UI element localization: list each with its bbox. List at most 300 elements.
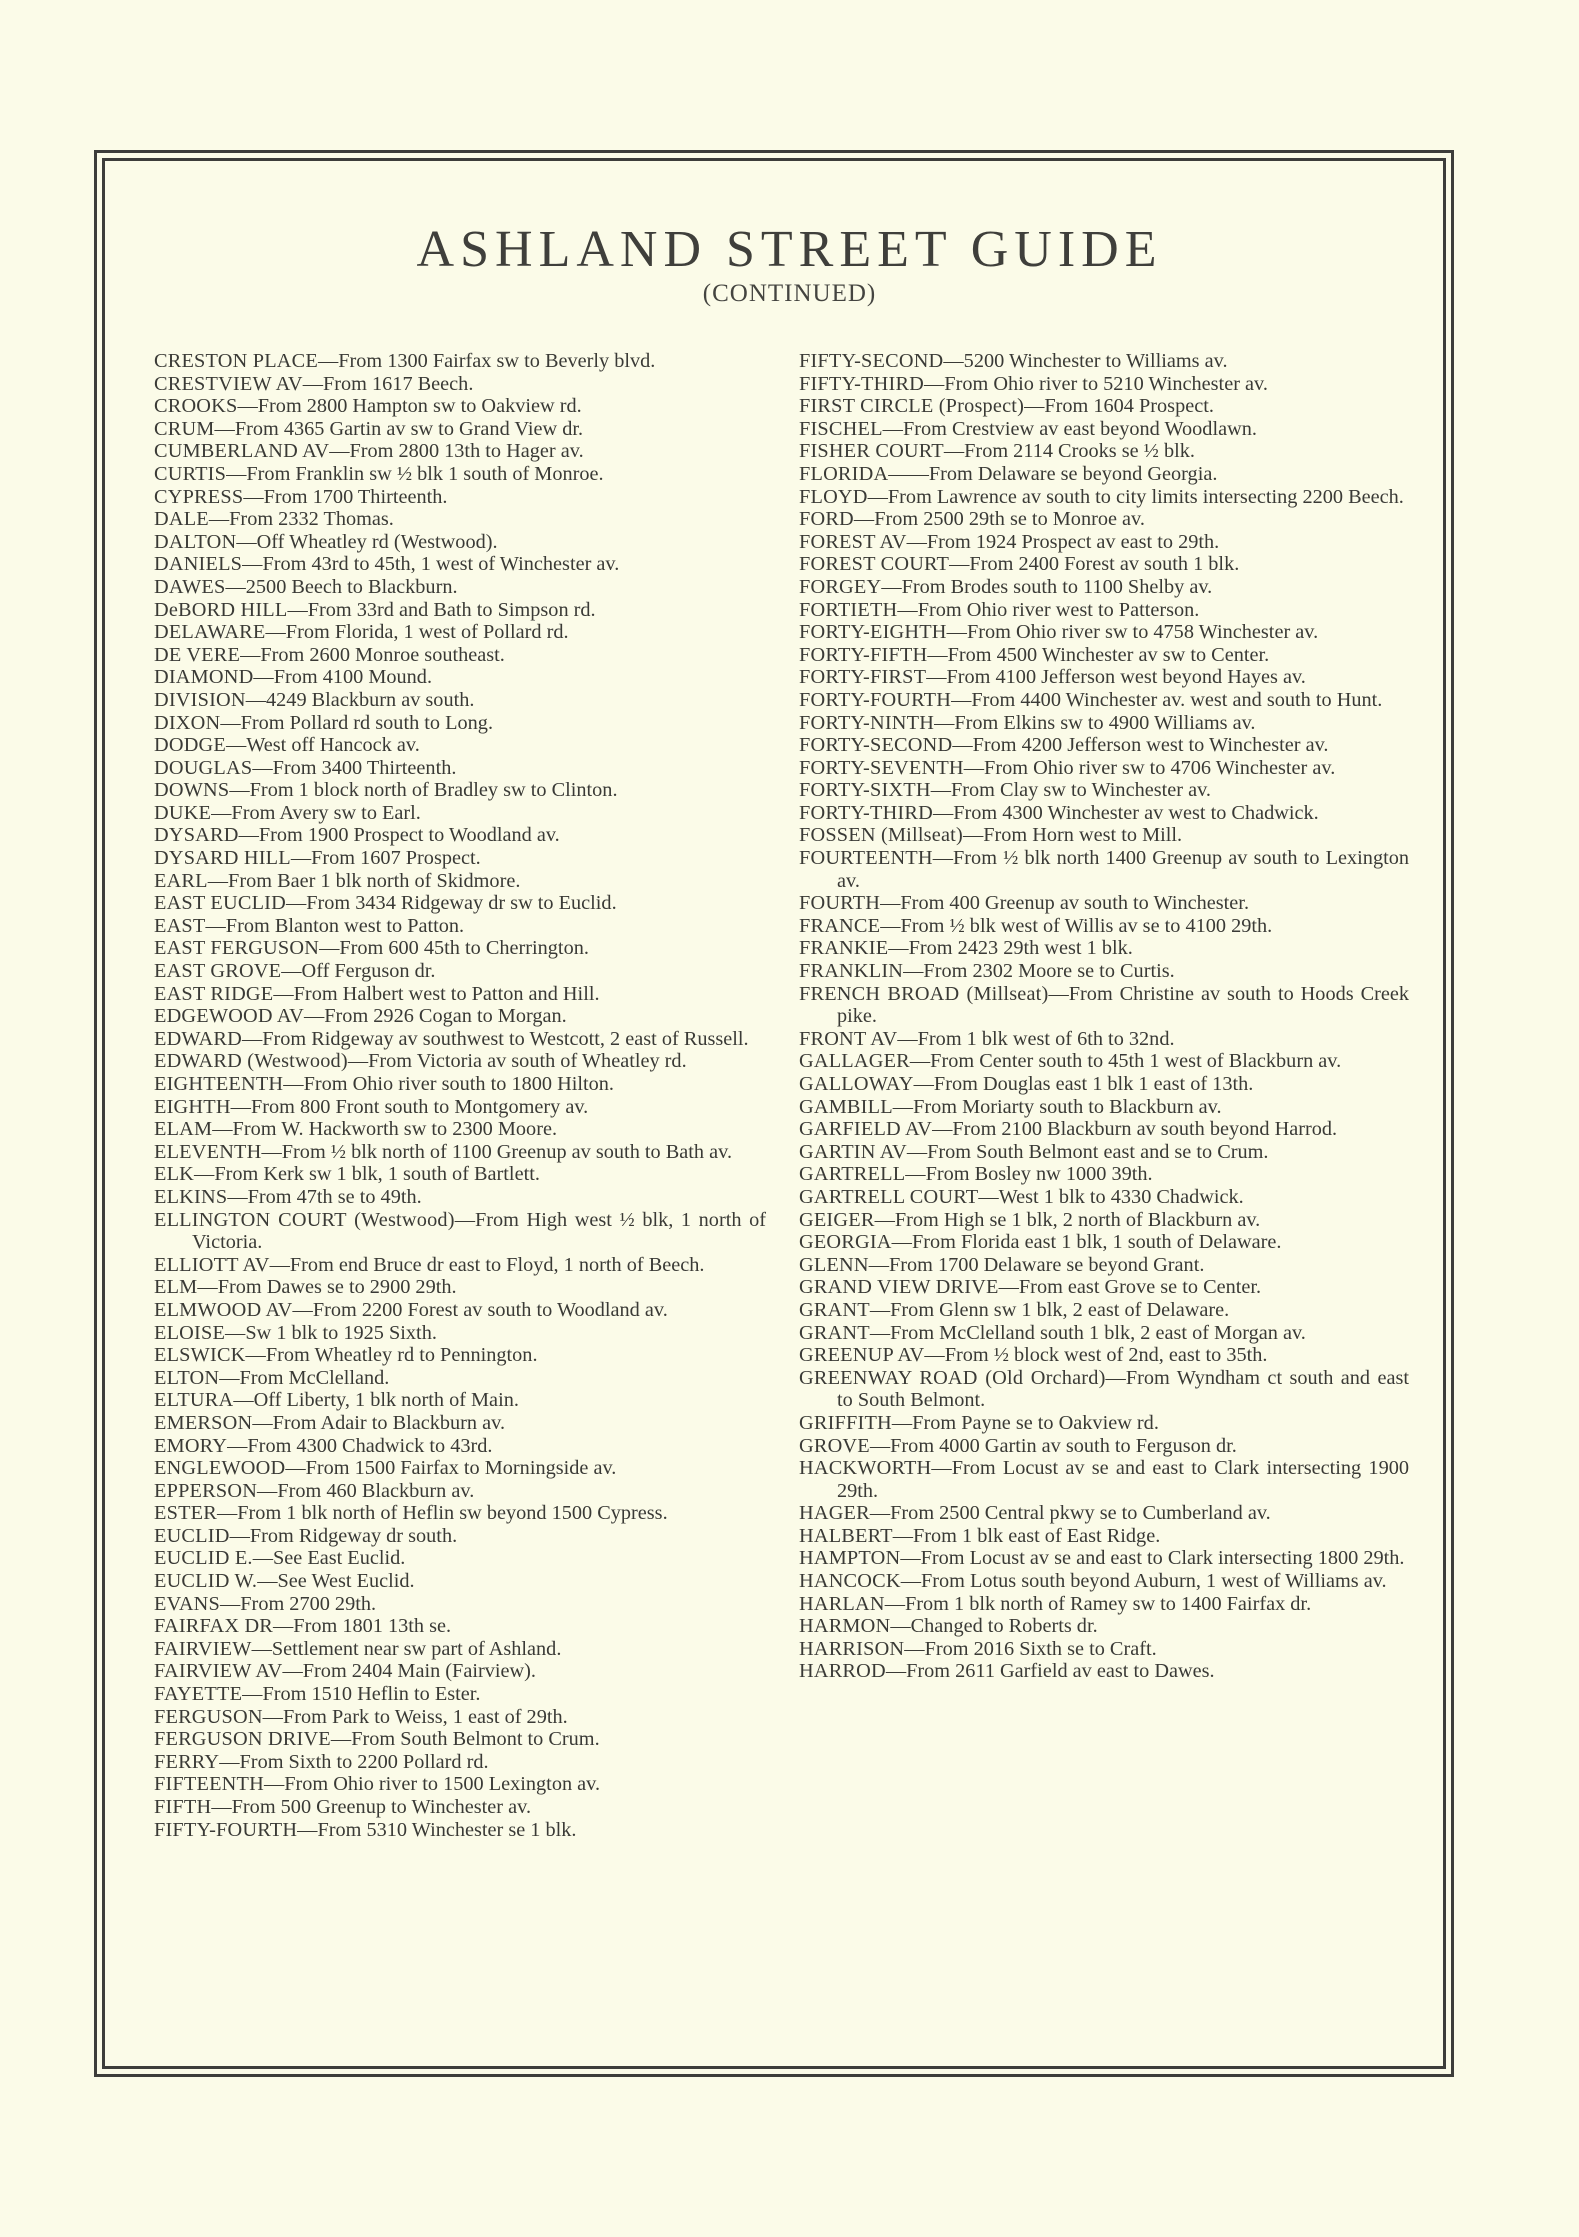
street-name: GARFIELD AV	[799, 1118, 933, 1141]
street-entry	[799, 1615, 1409, 1638]
em-dash-separator: —	[219, 1366, 240, 1389]
street-name: EPPERSON	[154, 1479, 258, 1502]
em-dash-separator: —	[297, 1818, 318, 1841]
street-name: FIFTY-THIRD	[799, 372, 925, 395]
em-dash-separator: —	[238, 824, 259, 847]
street-name: FORGEY	[799, 575, 882, 598]
street-entry	[154, 1480, 766, 1503]
street-name: DIAMOND	[154, 666, 254, 689]
em-dash-separator: —	[242, 553, 263, 576]
em-dash-separator: —	[211, 801, 232, 824]
em-dash-separator: —	[220, 711, 241, 734]
street-description: Off Ferguson dr.	[301, 960, 436, 983]
street-description: From 2700 29th.	[240, 1592, 377, 1615]
street-entry	[799, 1638, 1409, 1661]
street-description: From Ohio river to 1500 Lexington av.	[284, 1773, 601, 1796]
street-name: GAMBILL	[799, 1095, 893, 1118]
street-entry	[799, 847, 1409, 892]
street-description: From Horn west to Mill.	[983, 824, 1183, 847]
street-name: EDWARD	[154, 1027, 242, 1050]
street-description: Settlement near sw part of Ashland.	[271, 1637, 562, 1660]
street-description: From Ohio river south to 1800 Hilton.	[303, 1073, 614, 1095]
street-entry	[799, 486, 1409, 509]
em-dash-separator: —	[904, 1637, 925, 1660]
street-entry	[799, 1525, 1409, 1548]
street-entry	[799, 1502, 1409, 1525]
street-description: From Douglas east 1 blk 1 east of 13th.	[933, 1073, 1254, 1095]
street-description: From Ohio river west to Patterson.	[917, 598, 1200, 621]
street-entry	[799, 1547, 1409, 1570]
street-name: HALBERT	[799, 1524, 893, 1547]
em-dash-separator: —	[233, 1389, 254, 1412]
street-entry	[799, 1412, 1409, 1435]
em-dash-separator: —	[881, 575, 902, 598]
em-dash-separator: —	[1024, 395, 1045, 418]
street-description: From Ohio river to 5210 Winchester av.	[944, 372, 1268, 395]
street-name: EUCLID E.	[154, 1547, 253, 1570]
street-description: From 4500 Winchester av sw to Center.	[947, 643, 1270, 666]
street-name: CRUM	[154, 417, 215, 440]
street-entry	[154, 1141, 766, 1164]
street-name: EAST	[154, 914, 206, 937]
street-entry	[799, 1299, 1409, 1322]
street-entry	[154, 689, 766, 712]
street-description: Changed to Roberts dr.	[910, 1615, 1098, 1638]
street-name: EDGEWOOD AV	[154, 1005, 304, 1028]
street-entry	[799, 621, 1409, 644]
street-entry	[799, 440, 1409, 463]
page-title: ASHLAND STREET GUIDE	[416, 221, 1163, 278]
street-description: From 4100 Jefferson west beyond Hayes av.	[946, 666, 1306, 689]
street-entry	[799, 350, 1409, 373]
em-dash-separator: —	[932, 801, 954, 824]
em-dash-separator: —	[283, 1073, 304, 1095]
street-description: From High west ½ blk, 1 north of Victoria.	[192, 1208, 766, 1254]
street-description: From Dawes se to 2900 29th.	[217, 1276, 457, 1299]
street-entry	[799, 1118, 1409, 1141]
em-dash-separator: —	[197, 1276, 218, 1299]
street-description: From 1607 Prospect.	[311, 847, 481, 870]
em-dash-separator: —	[927, 643, 948, 666]
street-name: CUMBERLAND AV	[154, 440, 330, 463]
em-dash-separator: —	[868, 1253, 889, 1276]
street-description: From High se 1 blk, 2 north of Blackburn av.	[894, 1208, 1261, 1231]
em-dash-separator: —	[932, 847, 954, 870]
street-description: From Clay sw to Winchester av.	[950, 779, 1211, 802]
street-description: From 2100 Blackburn av south beyond Harrod.	[952, 1118, 1338, 1141]
em-dash-separator: —	[214, 417, 235, 440]
street-name: EAST FERGUSON	[154, 937, 320, 960]
street-list-left-column	[154, 350, 766, 1841]
street-name: HANCOCK	[799, 1570, 901, 1593]
street-entry	[154, 1096, 766, 1119]
street-description: From 1801 13th se.	[293, 1615, 452, 1638]
street-entry	[799, 960, 1409, 983]
street-name: EMORY	[154, 1434, 228, 1457]
street-description: From 600 45th to Cherrington.	[339, 937, 589, 960]
street-entry	[154, 373, 766, 396]
street-name: EAST GROVE	[154, 960, 282, 983]
street-name: DIXON	[154, 711, 221, 734]
street-entry	[799, 508, 1409, 531]
street-entry	[799, 712, 1409, 735]
street-entry	[154, 599, 766, 622]
street-description: From Kerk sw 1 blk, 1 south of Bartlett.	[214, 1163, 540, 1186]
em-dash-separator: —	[292, 1298, 313, 1321]
street-entry	[154, 915, 766, 938]
street-description: From South Belmont to Crum.	[351, 1728, 600, 1751]
em-dash-separator: —	[269, 1253, 290, 1276]
street-entry	[799, 1593, 1409, 1616]
street-name: GEORGIA	[799, 1231, 892, 1254]
street-description: From Lotus south beyond Auburn, 1 west of Williams av.	[920, 1570, 1387, 1593]
em-dash-separator: —	[924, 372, 945, 395]
em-dash-separator: —	[194, 1163, 215, 1186]
street-name: GRAND VIEW DRIVE	[799, 1276, 999, 1299]
street-name: EUCLID W.	[154, 1570, 258, 1593]
street-entry	[154, 508, 766, 531]
street-name: GRIFFITH	[799, 1411, 892, 1434]
street-description: From Baer 1 blk north of Skidmore.	[228, 869, 521, 892]
street-description: From Center south to 45th 1 west of Blackburn av.	[930, 1050, 1342, 1073]
street-description: From 47th se to 49th.	[247, 1185, 422, 1208]
em-dash-separator: —	[236, 530, 257, 553]
street-description: West off Hancock av.	[246, 734, 420, 757]
street-name: FORTY-SECOND	[799, 734, 953, 757]
street-entry	[799, 824, 1409, 847]
street-name: FORTY-FOURTH	[799, 688, 952, 711]
street-name: HARLAN	[799, 1592, 885, 1615]
street-description: From 2302 Moore se to Curtis.	[923, 960, 1175, 983]
street-entry	[154, 1660, 766, 1683]
street-description: From Wyndham ct south and east to South Belmont.	[837, 1366, 1409, 1412]
street-description: From Locust av se and east to Clark intersecting 1900 29th.	[837, 1457, 1409, 1502]
street-description: From 1900 Prospect to Woodland av.	[258, 824, 560, 847]
street-entry	[154, 1005, 766, 1028]
em-dash-separator: —	[230, 1095, 251, 1118]
street-name: GROVE	[799, 1434, 870, 1457]
em-dash-separator: —	[897, 1027, 918, 1050]
street-description: From 2200 Forest av south to Woodland av.	[312, 1298, 668, 1321]
street-name: ELOISE	[154, 1321, 226, 1344]
street-name: HAMPTON	[799, 1547, 901, 1570]
street-name: EIGHTEENTH	[154, 1073, 284, 1095]
em-dash-separator: —	[943, 440, 965, 463]
street-description: From 4100 Mound.	[273, 666, 433, 689]
em-dash-separator: —	[867, 485, 888, 508]
street-name: FOURTEENTH	[799, 847, 933, 870]
street-entry	[154, 1525, 766, 1548]
em-dash-separator: —	[888, 462, 909, 485]
em-dash-separator: —	[905, 1163, 926, 1186]
street-name: EAST RIDGE	[154, 982, 274, 1005]
em-dash-separator: —	[329, 440, 350, 463]
em-dash-separator: —	[891, 1411, 913, 1434]
street-description: From Florida east 1 blk, 1 south of Delaware.	[911, 1231, 1282, 1254]
street-entry	[154, 1796, 766, 1819]
street-entry	[154, 802, 766, 825]
em-dash-separator: —	[880, 914, 901, 937]
street-description: From Florida, 1 west of Pollard rd.	[285, 621, 569, 644]
em-dash-separator: —	[225, 734, 247, 757]
em-dash-separator: —	[906, 530, 927, 553]
street-name: ELLINGTON COURT (Westwood)	[154, 1208, 455, 1231]
street-description: 5200 Winchester to Williams av.	[963, 350, 1228, 372]
street-entry	[799, 1254, 1409, 1277]
em-dash-separator: —	[285, 1457, 306, 1480]
street-description: From W. Hackworth sw to 2300 Moore.	[232, 1118, 558, 1141]
street-entry	[154, 1547, 766, 1570]
em-dash-separator: —	[319, 937, 340, 960]
street-description: From Moriarty south to Blackburn av.	[913, 1095, 1222, 1118]
street-entry	[799, 1276, 1409, 1299]
em-dash-separator: —	[229, 779, 250, 802]
street-name: GREENUP AV	[799, 1344, 925, 1367]
street-name: GALLAGER	[799, 1050, 910, 1073]
street-description: From 1924 Prospect av east to 29th.	[926, 530, 1220, 553]
em-dash-separator: —	[285, 892, 307, 915]
street-entry	[799, 576, 1409, 599]
em-dash-separator: —	[926, 666, 947, 689]
street-name: FIRST CIRCLE (Prospect)	[799, 395, 1025, 418]
street-name: FORTY-NINTH	[799, 711, 935, 734]
street-entry	[154, 1728, 766, 1751]
em-dash-separator: —	[900, 1547, 921, 1570]
street-entry	[799, 1344, 1409, 1367]
em-dash-separator: —	[903, 960, 924, 983]
street-entry	[154, 644, 766, 667]
em-dash-separator: —	[891, 1231, 912, 1254]
street-entry	[154, 1050, 766, 1073]
em-dash-separator: —	[265, 621, 286, 644]
street-name: GARTRELL COURT	[799, 1185, 979, 1208]
street-entry	[154, 1186, 766, 1209]
street-entry	[154, 1593, 766, 1616]
street-description: From ½ blk north 1400 Greenup av south to Lexington av.	[837, 847, 1409, 892]
street-entry	[154, 666, 766, 689]
street-entry	[799, 666, 1409, 689]
street-name: FIFTEENTH	[154, 1773, 264, 1796]
street-description: From 500 Greenup to Winchester av.	[231, 1796, 532, 1818]
street-description: From 2800 Hampton sw to Oakview rd.	[257, 395, 582, 418]
street-entry	[799, 531, 1409, 554]
street-name: ELTON	[154, 1366, 220, 1389]
em-dash-separator: —	[946, 621, 967, 644]
street-entry	[154, 1028, 766, 1051]
street-entry	[799, 1186, 1409, 1209]
street-entry	[799, 1209, 1409, 1232]
street-name: DODGE	[154, 734, 226, 757]
em-dash-separator: —	[330, 1728, 352, 1751]
street-name: DeBORD HILL	[154, 598, 288, 621]
em-dash-separator: —	[951, 688, 972, 711]
em-dash-separator: —	[317, 350, 339, 372]
street-name: EDWARD (Westwood)	[154, 1050, 348, 1073]
street-entry	[154, 1322, 766, 1345]
em-dash-separator: —	[251, 1637, 272, 1660]
street-name: FIFTY-SECOND	[799, 350, 944, 372]
em-dash-separator: —	[282, 1660, 303, 1683]
street-entry	[154, 1163, 766, 1186]
street-description: From 1 blk west of 6th to 32nd.	[917, 1027, 1175, 1050]
street-entry	[154, 1254, 766, 1277]
street-name: FAIRVIEW AV	[154, 1660, 283, 1683]
street-entry	[154, 395, 766, 418]
street-description: From Payne se to Oakview rd.	[912, 1411, 1159, 1434]
street-name: FIFTY-FOURTH	[154, 1818, 298, 1841]
street-name: FISHER COURT	[799, 440, 944, 463]
em-dash-separator: —	[1105, 1366, 1126, 1389]
street-description: From 1604 Prospect.	[1044, 395, 1214, 418]
em-dash-separator: —	[853, 508, 875, 531]
street-entry	[154, 983, 766, 1006]
street-entry	[799, 802, 1409, 825]
street-description: From 4200 Jefferson west to Winchester av.	[972, 734, 1329, 757]
em-dash-separator: —	[882, 417, 903, 440]
street-entry	[154, 824, 766, 847]
street-entry	[799, 915, 1409, 938]
street-description: From Halbert west to Patton and Hill.	[293, 982, 600, 1005]
em-dash-separator: —	[227, 1434, 248, 1457]
street-name: ELTURA	[154, 1389, 234, 1412]
em-dash-separator: —	[257, 1570, 278, 1593]
street-name: GARTIN AV	[799, 1140, 907, 1163]
street-entry	[799, 1570, 1409, 1593]
em-dash-separator: —	[226, 462, 247, 485]
street-description: From 2423 29th west 1 blk.	[908, 937, 1133, 960]
street-description: From Sixth to 2200 Pollard rd.	[239, 1750, 489, 1773]
street-description: 4249 Blackburn av south.	[266, 688, 475, 711]
em-dash-separator: —	[219, 1750, 240, 1773]
em-dash-separator: —	[978, 1185, 999, 1208]
street-entry	[154, 960, 766, 983]
street-entry	[154, 1457, 766, 1480]
street-name: FRENCH BROAD (Millseat)	[799, 982, 1049, 1005]
em-dash-separator: —	[281, 960, 302, 983]
street-entry	[154, 1276, 766, 1299]
street-name: GALLOWAY	[799, 1073, 914, 1095]
em-dash-separator: —	[931, 1457, 952, 1480]
street-description: From 4300 Winchester av west to Chadwick.	[953, 801, 1319, 824]
em-dash-separator: —	[225, 1321, 246, 1344]
street-name: FORTY-SEVENTH	[799, 756, 964, 779]
em-dash-separator: —	[930, 779, 951, 802]
street-entry	[799, 644, 1409, 667]
street-description: From Christine av south to Hoods Creek pike.	[837, 982, 1409, 1028]
em-dash-separator: —	[263, 1773, 285, 1796]
street-name: DANIELS	[154, 553, 243, 576]
street-name: ELLIOTT AV	[154, 1253, 270, 1276]
street-description: From 1500 Fairfax to Morningside av.	[305, 1457, 617, 1480]
street-name: EAST EUCLID	[154, 892, 286, 915]
street-entry	[799, 1322, 1409, 1345]
street-name: FOSSEN (Millseat)	[799, 824, 963, 847]
street-description: From 1 blk north of Heflin sw beyond 1500 Cypress.	[237, 1502, 668, 1525]
street-entry	[799, 937, 1409, 960]
page-subtitle: (CONTINUED)	[702, 280, 877, 307]
street-description: From 43rd to 45th, 1 west of Winchester av.	[262, 553, 620, 576]
street-entry	[799, 553, 1409, 576]
em-dash-separator: —	[261, 1140, 282, 1163]
street-entry	[799, 983, 1409, 1028]
street-entry	[799, 757, 1409, 780]
street-name: FERGUSON DRIVE	[154, 1728, 331, 1751]
street-name: FRANKLIN	[799, 960, 904, 983]
street-name: FORTY-EIGHTH	[799, 621, 947, 644]
street-name: FAIRFAX DR	[154, 1615, 274, 1638]
street-description: From 2114 Crooks se ½ blk.	[964, 440, 1195, 463]
em-dash-separator: —	[874, 1208, 895, 1231]
street-name: FRANCE	[799, 914, 881, 937]
street-entry	[154, 1344, 766, 1367]
street-name: FOREST COURT	[799, 553, 950, 576]
em-dash-separator: —	[892, 1095, 914, 1118]
em-dash-separator: —	[909, 1050, 931, 1073]
street-description: From east Grove se to Center.	[1018, 1276, 1262, 1299]
street-entry	[799, 1367, 1409, 1412]
em-dash-separator: —	[869, 1502, 891, 1525]
em-dash-separator: —	[220, 1592, 241, 1615]
em-dash-separator: —	[245, 688, 267, 711]
street-entry	[799, 1435, 1409, 1458]
street-description: From Ohio river sw to 4706 Winchester av.	[984, 756, 1336, 779]
street-description: From 1 blk east of East Ridge.	[912, 1524, 1161, 1547]
street-name: ENGLEWOOD	[154, 1457, 286, 1480]
em-dash-separator: —	[237, 395, 258, 418]
street-name: DYSARD HILL	[154, 847, 291, 870]
street-description: From 1 block north of Bradley sw to Clinton.	[249, 779, 618, 802]
street-entry	[154, 1209, 766, 1254]
street-description: From Ohio river sw to 4758 Winchester av.	[966, 621, 1319, 644]
em-dash-separator: —	[273, 1615, 294, 1638]
em-dash-separator: —	[252, 1547, 273, 1570]
street-description: 2500 Beech to Blackburn.	[245, 575, 458, 598]
em-dash-separator: —	[932, 1118, 953, 1141]
street-entry	[799, 1028, 1409, 1051]
street-description: From 1300 Fairfax sw to Beverly blvd.	[338, 350, 656, 372]
street-name: GLENN	[799, 1253, 869, 1276]
street-name: GARTRELL	[799, 1163, 906, 1186]
street-description: From 33rd and Bath to Simpson rd.	[307, 598, 596, 621]
street-entry	[154, 1502, 766, 1525]
street-description: From Pollard rd south to Long.	[240, 711, 494, 734]
street-name: HACKWORTH	[799, 1457, 932, 1480]
street-entry	[154, 1751, 766, 1774]
em-dash-separator: —	[252, 1411, 273, 1434]
em-dash-separator: —	[242, 1683, 263, 1706]
em-dash-separator: —	[880, 892, 901, 915]
em-dash-separator: —	[262, 1705, 283, 1728]
street-name: FOREST AV	[799, 530, 907, 553]
street-entry	[799, 418, 1409, 441]
street-name: HAGER	[799, 1502, 870, 1525]
street-entry	[154, 418, 766, 441]
street-description: From 2016 Sixth se to Craft.	[924, 1637, 1157, 1660]
street-name: FRONT AV	[799, 1027, 898, 1050]
street-description: From South Belmont east and se to Crum.	[927, 1140, 1269, 1163]
street-entry	[799, 1660, 1409, 1683]
street-description: —From Delaware se beyond Georgia.	[908, 462, 1218, 485]
street-description: From Glenn sw 1 blk, 2 east of Delaware.	[890, 1298, 1230, 1321]
street-name: FORTY-SIXTH	[799, 779, 931, 802]
street-description: From Brodes south to 1100 Shelby av.	[901, 575, 1213, 598]
street-name: EUCLID	[154, 1524, 230, 1547]
em-dash-separator: —	[949, 553, 970, 576]
street-entry	[154, 734, 766, 757]
street-name: DALTON	[154, 530, 237, 553]
street-name: FERRY	[154, 1750, 220, 1773]
em-dash-separator: —	[963, 756, 985, 779]
